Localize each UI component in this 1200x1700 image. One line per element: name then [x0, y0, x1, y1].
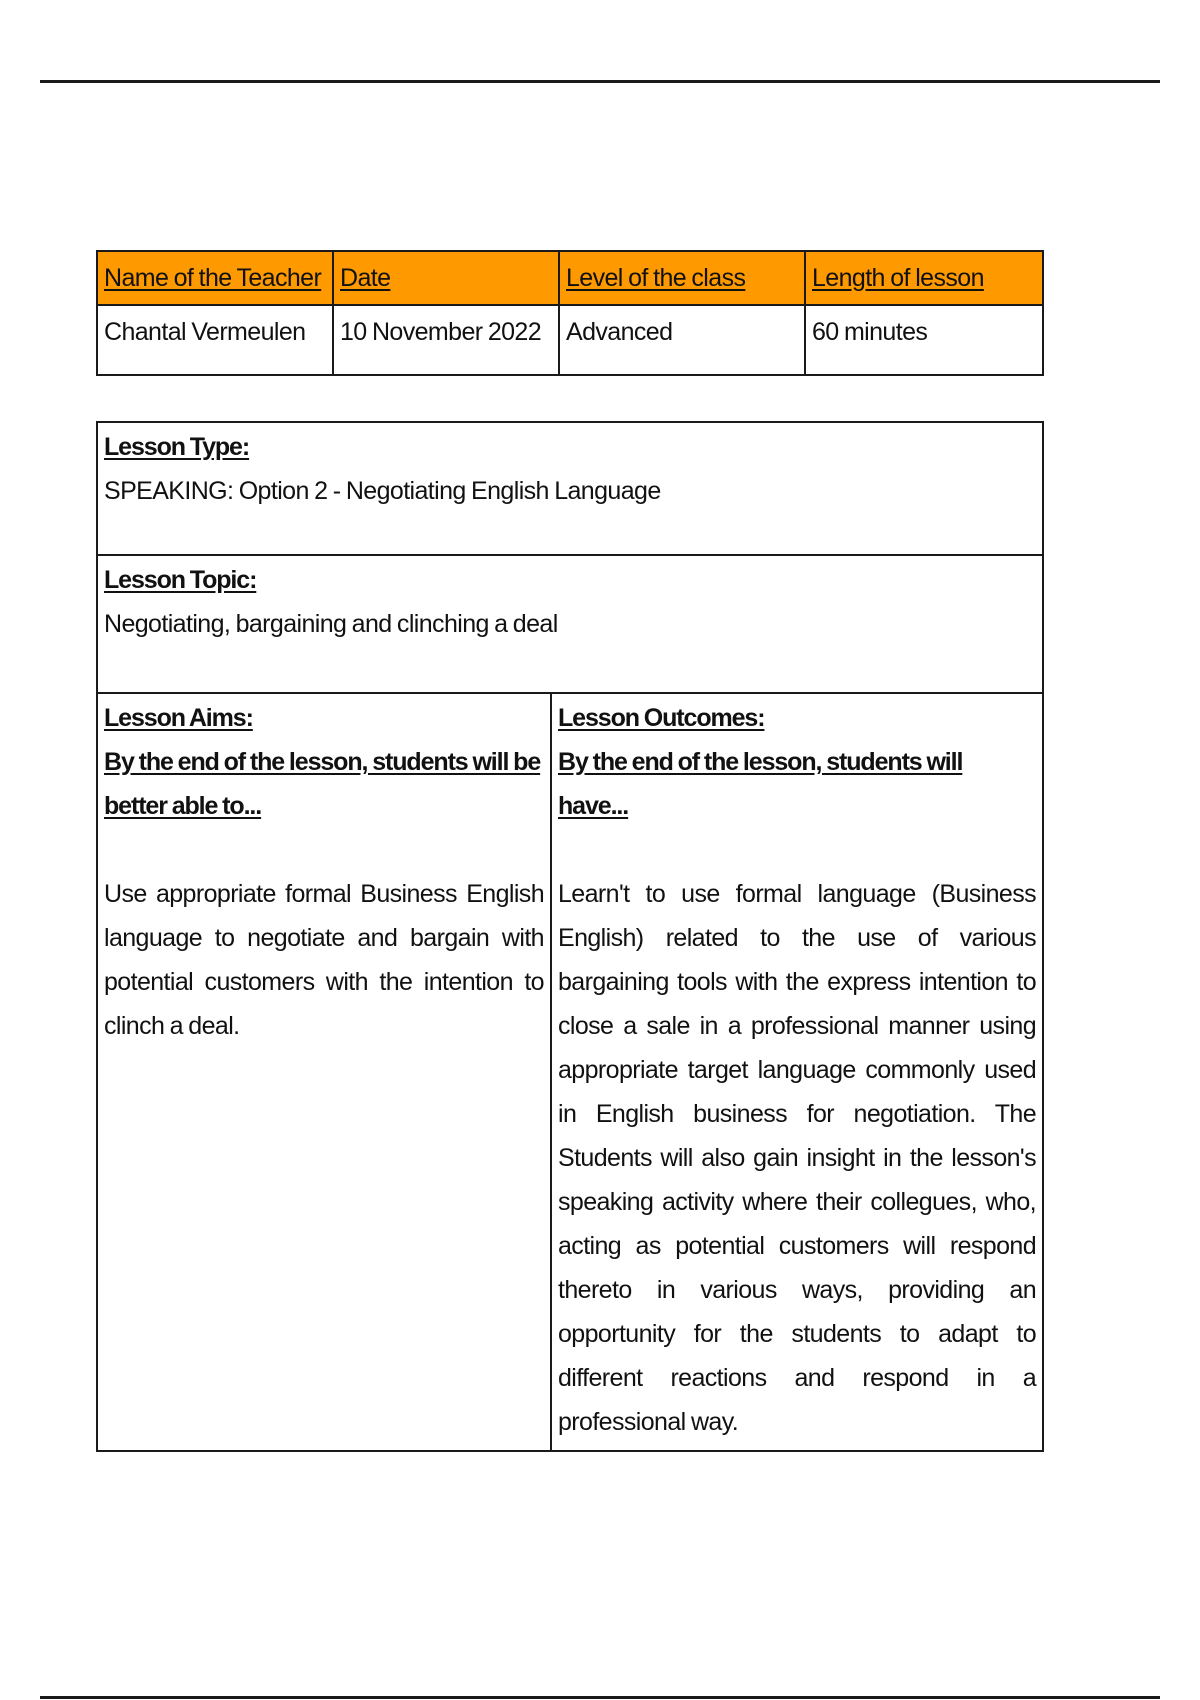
lesson-info-table — [96, 250, 1044, 376]
lesson-details-table — [96, 421, 1044, 1452]
lesson-topic-value: Negotiating, bargaining and clinching a deal — [104, 610, 558, 638]
lesson-topic-row — [97, 555, 1043, 693]
lesson-outcomes-intro: By the end of the lesson, students will have... — [558, 748, 963, 820]
lesson-topic-label: Lesson Topic: — [104, 566, 257, 594]
lesson-aims-intro: By the end of the lesson, students will be better able to... — [104, 748, 541, 820]
lesson-type-cell — [97, 422, 1043, 555]
bottom-rule — [40, 1696, 1160, 1699]
level-value: Advanced — [559, 305, 805, 375]
outcomes-spacer — [558, 828, 1036, 872]
lesson-outcomes-label: Lesson Outcomes: — [558, 704, 765, 732]
lesson-type-value: SPEAKING: Option 2 - Negotiating English Language — [104, 477, 661, 505]
length-header: Length of lesson — [812, 264, 984, 292]
top-rule — [40, 80, 1160, 83]
lesson-aims-cell — [97, 693, 551, 1451]
lesson-info-header-row — [97, 251, 1043, 305]
length-header-cell — [805, 251, 1043, 305]
lesson-aims-label: Lesson Aims: — [104, 704, 253, 732]
teacher-header: Name of the Teacher — [104, 264, 322, 292]
date-value: 10 November 2022 — [333, 305, 559, 375]
aims-spacer — [104, 828, 544, 872]
teacher-header-cell — [97, 251, 333, 305]
aims-outcomes-row — [97, 693, 1043, 1451]
lesson-type-label: Lesson Type: — [104, 433, 250, 461]
lesson-info-value-row — [97, 305, 1043, 375]
length-value: 60 minutes — [805, 305, 1043, 375]
lesson-aims-text: Use appropriate formal Business English language to negotiate and bargain with potential customers with the intention to clinch a deal. — [104, 880, 544, 1040]
level-header-cell — [559, 251, 805, 305]
lesson-topic-cell — [97, 555, 1043, 693]
lesson-outcomes-cell — [551, 693, 1043, 1451]
date-header-cell — [333, 251, 559, 305]
lesson-outcomes-text: Learn't to use formal language (Business English) related to the use of various bargaining tools with the express intention to close a sale in a professional manner using appropriate target language commonly used in English business for negotiation. The Students will also gain insight in the lesson's speaking activity where their collegues, who, acting as potential customers will respond thereto in various ways, providing an opportunity for the students to adapt to different reactions and respond in a professional way. — [558, 880, 1037, 1436]
teacher-value: Chantal Vermeulen — [97, 305, 333, 375]
level-header: Level of the class — [566, 264, 746, 292]
date-header: Date — [340, 264, 391, 292]
lesson-type-row — [97, 422, 1043, 555]
